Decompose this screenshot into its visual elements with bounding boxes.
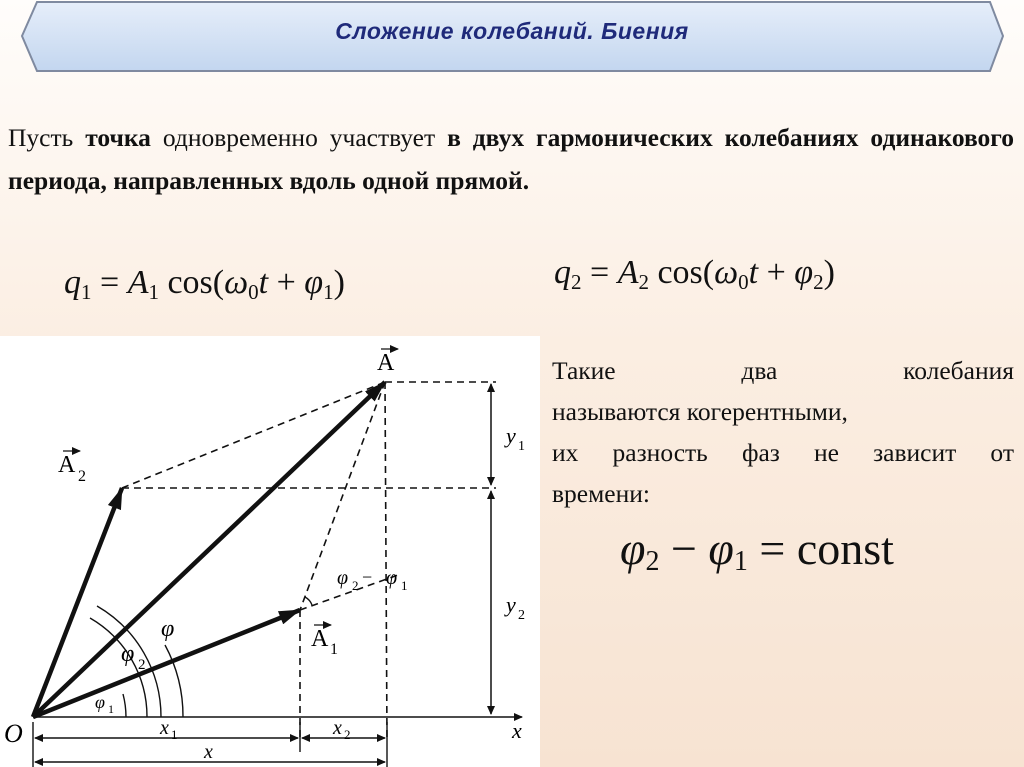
svg-text:φ: φ	[337, 567, 349, 589]
angle-label-phi2	[121, 641, 146, 673]
formula-q1: $q_1 = A_1$ $\cos(\omega_0t + \varphi_1)$	[64, 264, 345, 304]
svg-text:x: x	[333, 717, 342, 739]
coherence-text	[552, 350, 1014, 514]
dimension-label-x1	[159, 717, 178, 742]
dimension-label-x: x	[204, 741, 213, 763]
coherence-line-2: называются когерентными,	[552, 397, 848, 426]
svg-text:2: 2	[344, 727, 351, 742]
svg-text:2: 2	[352, 578, 359, 593]
vector-diagram	[0, 336, 540, 767]
svg-text:φ: φ	[386, 567, 398, 589]
svg-text:1: 1	[401, 578, 408, 593]
svg-text:−: −	[362, 567, 373, 587]
dimension-label-x2	[332, 717, 351, 742]
svg-text:y: y	[506, 592, 516, 617]
svg-text:x: x	[160, 717, 169, 739]
svg-text:A: A	[311, 626, 329, 652]
svg-text:A: A	[58, 452, 76, 478]
angle-label-difference	[337, 567, 408, 593]
svg-text:y: y	[506, 423, 516, 448]
svg-text:1: 1	[171, 727, 178, 742]
svg-text:φ: φ	[95, 692, 105, 712]
intro-text-2: одновременно участвует	[150, 123, 448, 152]
angle-arc-phi1	[123, 694, 126, 717]
intro-paragraph	[8, 116, 1014, 202]
coherence-line-3: их разность фаз не зависит от	[552, 438, 1014, 467]
angle-label-phi1	[95, 692, 114, 716]
vector-diagram-panel	[0, 336, 540, 767]
formula-phase-difference: $\varphi_2 - \varphi_1$ = const	[620, 523, 894, 577]
intro-bold-2: в двух гармонических колебаниях одинакового периода, направленных вдоль одной прямой.	[8, 123, 1014, 195]
dimension-label-y2	[504, 592, 525, 623]
vector-A2-label	[58, 451, 86, 485]
svg-text:A: A	[377, 350, 395, 376]
dimension-label-y1	[504, 423, 525, 454]
svg-text:φ: φ	[121, 641, 135, 667]
angle-label-phi: φ	[161, 616, 175, 642]
vector-A-label	[377, 349, 398, 376]
vector-A	[33, 382, 385, 717]
svg-text:1: 1	[518, 439, 525, 454]
origin-label: O	[4, 719, 23, 748]
svg-text:1: 1	[108, 702, 114, 716]
dashed-construction-lines	[122, 382, 496, 740]
svg-text:2: 2	[78, 468, 86, 485]
coherence-line-1: Такие два колебания	[552, 356, 1014, 385]
svg-text:2: 2	[518, 608, 525, 623]
formula-q2: $q_2 = A_2$ $\cos(\omega_0t + \varphi_2)$	[554, 254, 835, 294]
intro-text-1: Пусть	[8, 123, 86, 152]
svg-text:2: 2	[138, 657, 146, 673]
coherence-line-4: времени:	[552, 479, 650, 508]
slide-title: Сложение колебаний. Биения	[335, 18, 689, 44]
angle-arc-difference	[305, 597, 312, 605]
x-axis-label: x	[512, 718, 522, 743]
intro-bold-1: точка	[85, 123, 151, 152]
vector-A1-label	[311, 625, 338, 658]
vector-A2	[33, 488, 122, 717]
svg-text:1: 1	[330, 641, 338, 658]
